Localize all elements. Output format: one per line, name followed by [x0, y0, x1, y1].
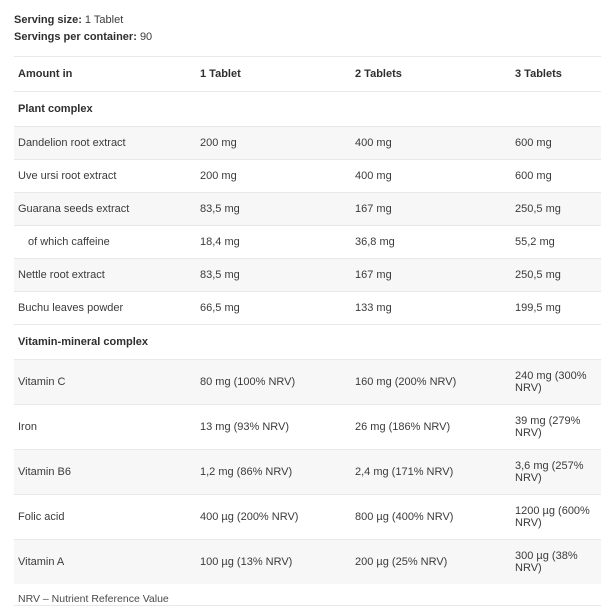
- row-value-1: 66,5 mg: [196, 292, 351, 325]
- row-value-2: 133 mg: [351, 292, 511, 325]
- serving-info: [14, 0, 601, 56]
- row-label: of which caffeine: [14, 226, 196, 259]
- table-row: [14, 405, 601, 450]
- row-value-3: 55,2 mg: [511, 226, 601, 259]
- table-row: [14, 193, 601, 226]
- section-header-row: [14, 325, 601, 360]
- table-row: [14, 450, 601, 495]
- row-value-1: 83,5 mg: [196, 259, 351, 292]
- table-row: [14, 127, 601, 160]
- section-title: Plant complex: [14, 92, 601, 127]
- row-value-2: 26 mg (186% NRV): [351, 405, 511, 450]
- row-value-1: 200 mg: [196, 127, 351, 160]
- row-value-1: 400 µg (200% NRV): [196, 495, 351, 540]
- serving-size-label: Serving size:: [14, 14, 82, 26]
- table-row: [14, 226, 601, 259]
- supplement-facts-table: [14, 56, 601, 584]
- row-value-1: 1,2 mg (86% NRV): [196, 450, 351, 495]
- table-row: [14, 292, 601, 325]
- row-value-2: 800 µg (400% NRV): [351, 495, 511, 540]
- row-value-3: 600 mg: [511, 160, 601, 193]
- row-label: Dandelion root extract: [14, 127, 196, 160]
- nrv-footnote: NRV – Nutrient Reference Value: [18, 593, 169, 606]
- row-value-3: 3,6 mg (257% NRV): [511, 450, 601, 495]
- column-header-amount: Amount in: [14, 57, 196, 92]
- column-header-1-tablet: 1 Tablet: [196, 57, 351, 92]
- row-value-2: 400 mg: [351, 160, 511, 193]
- row-label: Folic acid: [14, 495, 196, 540]
- row-label: Vitamin A: [14, 540, 196, 585]
- row-label: Buchu leaves powder: [14, 292, 196, 325]
- row-value-1: 13 mg (93% NRV): [196, 405, 351, 450]
- row-value-3: 600 mg: [511, 127, 601, 160]
- row-label: Uve ursi root extract: [14, 160, 196, 193]
- row-value-3: 39 mg (279% NRV): [511, 405, 601, 450]
- serving-size-line: [14, 12, 601, 29]
- row-value-3: 240 mg (300% NRV): [511, 360, 601, 405]
- column-header-3-tablets: 3 Tablets: [511, 57, 601, 92]
- row-value-2: 160 mg (200% NRV): [351, 360, 511, 405]
- table-row: [14, 540, 601, 585]
- row-value-3: 199,5 mg: [511, 292, 601, 325]
- row-value-1: 200 mg: [196, 160, 351, 193]
- table-row: [14, 495, 601, 540]
- row-value-1: 100 µg (13% NRV): [196, 540, 351, 585]
- row-value-3: 250,5 mg: [511, 259, 601, 292]
- row-value-1: 80 mg (100% NRV): [196, 360, 351, 405]
- row-value-2: 400 mg: [351, 127, 511, 160]
- row-label: Vitamin B6: [14, 450, 196, 495]
- row-value-3: 1200 µg (600% NRV): [511, 495, 601, 540]
- servings-per-container-label: Servings per container:: [14, 31, 137, 44]
- row-value-2: 2,4 mg (171% NRV): [351, 450, 511, 495]
- servings-per-container-line: [14, 29, 601, 46]
- row-label: Vitamin C: [14, 360, 196, 405]
- row-value-2: 167 mg: [351, 193, 511, 226]
- row-value-1: 18,4 mg: [196, 226, 351, 259]
- row-label: Guarana seeds extract: [14, 193, 196, 226]
- row-label: Nettle root extract: [14, 259, 196, 292]
- row-value-1: 83,5 mg: [196, 193, 351, 226]
- row-value-3: 300 µg (38% NRV): [511, 540, 601, 585]
- section-header-row: [14, 92, 601, 127]
- column-header-2-tablets: 2 Tablets: [351, 57, 511, 92]
- table-row: [14, 160, 601, 193]
- row-label: Iron: [14, 405, 196, 450]
- table-header-row: [14, 57, 601, 92]
- servings-per-container-value: 90: [139, 31, 153, 44]
- section-title: Vitamin-mineral complex: [14, 325, 601, 360]
- row-value-2: 36,8 mg: [351, 226, 511, 259]
- row-value-2: 167 mg: [351, 259, 511, 292]
- table-row: [14, 360, 601, 405]
- row-value-2: 200 µg (25% NRV): [351, 540, 511, 585]
- row-value-3: 250,5 mg: [511, 193, 601, 226]
- table-row: [14, 259, 601, 292]
- serving-size-value: 1 Tablet: [84, 14, 124, 26]
